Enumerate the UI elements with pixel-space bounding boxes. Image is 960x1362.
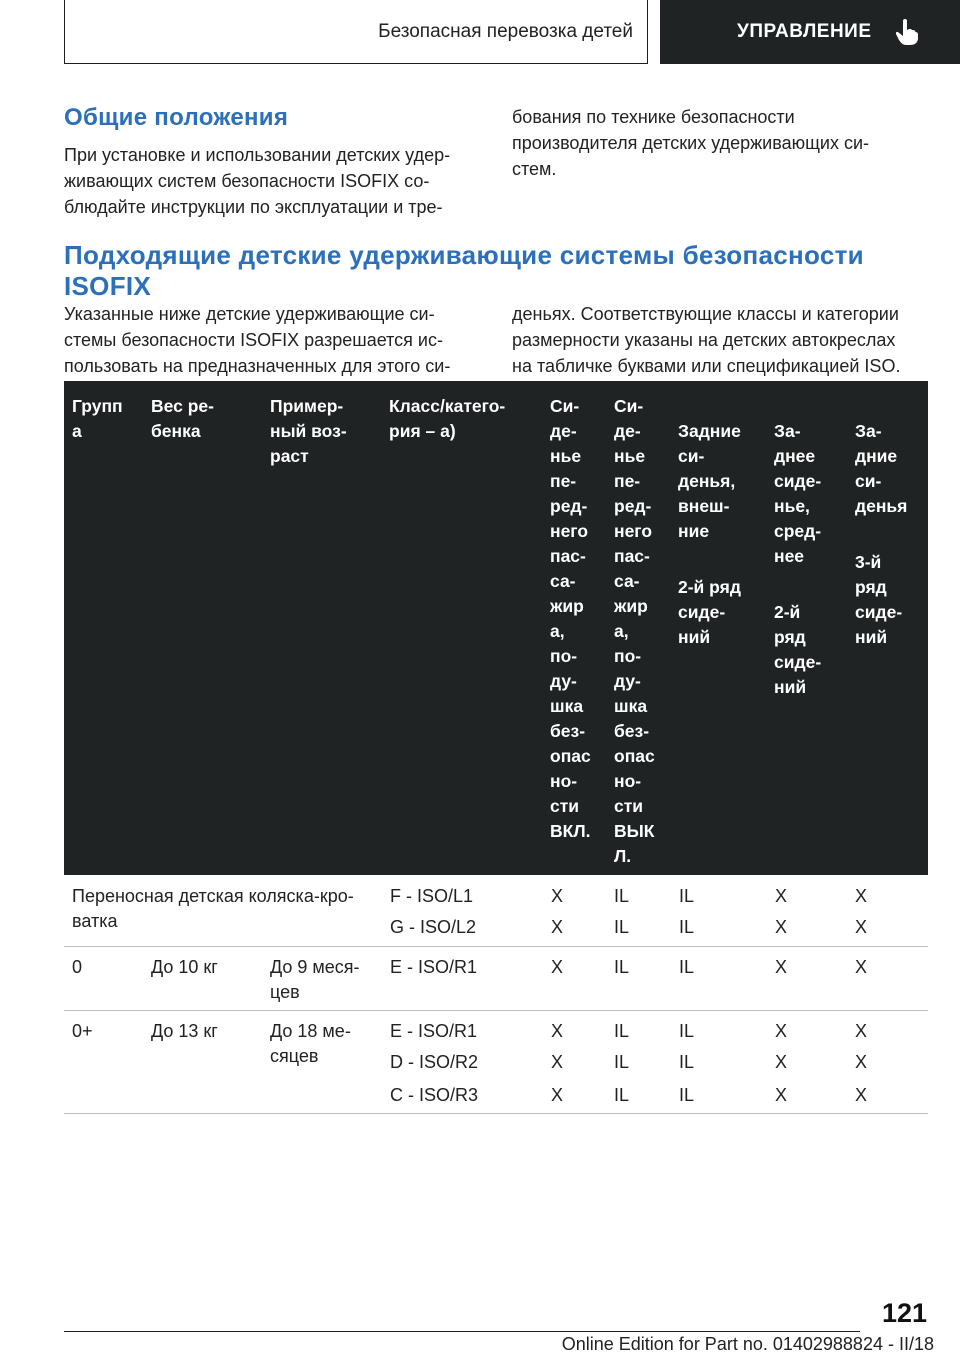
row1-group: 0 bbox=[72, 957, 83, 977]
header-section-label: Безопасная перевозка детей bbox=[378, 20, 633, 42]
header-chapter-label: УПРАВЛЕНИЕ bbox=[737, 21, 872, 42]
row1-c7-1: IL bbox=[679, 957, 695, 977]
th-rear-middle-sub: 2-й ряд сиде- ний bbox=[774, 602, 822, 697]
row0-class-2: G - ISO/L2 bbox=[390, 917, 477, 937]
th-weight: Вес ре- бенка bbox=[151, 396, 214, 441]
row1-c6-1: IL bbox=[614, 957, 630, 977]
page-number: 121 bbox=[882, 1298, 928, 1328]
row1-c5-1: X bbox=[551, 957, 564, 977]
row0-group: Переносная детская коляска-кро- ватка bbox=[72, 886, 354, 931]
general-text-col2: бования по технике безопасности производителя детских удерживающих си- стем. bbox=[512, 107, 870, 179]
th-class: Класс/катего- рия – a) bbox=[389, 396, 506, 441]
row2-c7-1: IL bbox=[679, 1021, 695, 1041]
row0-c6-2: IL bbox=[614, 917, 630, 937]
row2-c6-2: IL bbox=[614, 1052, 630, 1072]
row1-weight: До 10 кг bbox=[151, 957, 218, 977]
row0-c9-2: X bbox=[855, 917, 868, 937]
row2-class-3: C - ISO/R3 bbox=[390, 1085, 479, 1105]
row0-c5-1: X bbox=[551, 886, 564, 906]
row0-c8-1: X bbox=[775, 886, 788, 906]
row2-c5-2: X bbox=[551, 1052, 564, 1072]
row2-c6-1: IL bbox=[614, 1021, 630, 1041]
th-front-passenger-airbag-on: Си- де- нье пе- ред- него пас- са- жир а, по- ду- шка без- опас но- сти ВКЛ. bbox=[550, 396, 591, 841]
row2-c9-3: X bbox=[855, 1085, 868, 1105]
suitable-title: Подходящие детские удерживающие системы безопасности ISOFIX bbox=[64, 240, 864, 301]
footer-divider bbox=[64, 1331, 860, 1332]
row2-c8-2: X bbox=[775, 1052, 788, 1072]
row2-class-1: E - ISO/R1 bbox=[390, 1021, 478, 1041]
th-rear-middle-label: За- днее сиде- нье, сред- нее bbox=[774, 421, 822, 566]
th-rear-middle bbox=[774, 394, 821, 725]
row0-c6-1: IL bbox=[614, 886, 630, 906]
row1-c8-1: X bbox=[775, 957, 788, 977]
row2-c6-3: IL bbox=[614, 1085, 630, 1105]
row0-class-1: F - ISO/L1 bbox=[390, 886, 474, 906]
row1-c9-1: X bbox=[855, 957, 868, 977]
row2-c8-1: X bbox=[775, 1021, 788, 1041]
th-rear-third-label: За- дние си- денья bbox=[855, 421, 908, 516]
th-age: Пример- ный воз- раст bbox=[270, 396, 347, 466]
row1-age: До 9 меся- цев bbox=[270, 957, 360, 1002]
th-front-passenger-airbag-off: Си- де- нье пе- ред- него пас- са- жир а, по- ду- шка без- опас но- сти ВЫК Л. bbox=[614, 396, 655, 866]
row2-age: До 18 ме- сяцев bbox=[270, 1021, 351, 1066]
suitable-text-col1: Указанные ниже детские удерживающие си- стемы безопасности ISOFIX разрешается ис- пользовать на предназначенных для этого си- bbox=[64, 304, 451, 376]
th-rear-third-sub: 3-й ряд сиде- ний bbox=[855, 552, 903, 647]
row0-c9-1: X bbox=[855, 886, 868, 906]
hand-pointer-icon bbox=[894, 18, 920, 46]
row0-c7-1: IL bbox=[679, 886, 695, 906]
suitable-text-col2: деньях. Соответствующие классы и категории размерности указаны на детских автокреслах на табличке буквами или спецификацией ISO. bbox=[512, 304, 901, 376]
row2-c5-3: X bbox=[551, 1085, 564, 1105]
header-section-title bbox=[64, 0, 648, 64]
row2-c7-3: IL bbox=[679, 1085, 695, 1105]
th-rear-outer-label: Задние си- денья, внеш- ние bbox=[678, 421, 741, 541]
th-rear-outer-sub: 2-й ряд сиде- ний bbox=[678, 577, 741, 647]
th-rear-third bbox=[855, 394, 907, 675]
table-header bbox=[64, 381, 928, 875]
table-row-divider bbox=[64, 1113, 928, 1114]
row2-c5-1: X bbox=[551, 1021, 564, 1041]
row2-class-2: D - ISO/R2 bbox=[390, 1052, 479, 1072]
row2-c7-2: IL bbox=[679, 1052, 695, 1072]
row2-group: 0+ bbox=[72, 1021, 93, 1041]
row0-c5-2: X bbox=[551, 917, 564, 937]
th-rear-outer bbox=[678, 394, 741, 675]
row0-c7-2: IL bbox=[679, 917, 695, 937]
row1-class-1: E - ISO/R1 bbox=[390, 957, 478, 977]
footer-edition[interactable]: Online Edition for Part no. 01402988824 - II/18 bbox=[561, 1334, 934, 1354]
general-title: Общие положения bbox=[64, 104, 289, 131]
row0-c8-2: X bbox=[775, 917, 788, 937]
th-group: Групп а bbox=[72, 396, 123, 441]
table-row-divider bbox=[64, 1010, 928, 1011]
header-chapter-tab[interactable] bbox=[660, 0, 960, 64]
row2-weight: До 13 кг bbox=[151, 1021, 218, 1041]
general-text-col1: При установке и использовании детских удер- живающих систем безопасности ISOFIX со- блюдайте инструкции по эксплуатации и тре- bbox=[64, 145, 451, 217]
row2-c9-1: X bbox=[855, 1021, 868, 1041]
table-row-divider bbox=[64, 946, 928, 947]
row2-c9-2: X bbox=[855, 1052, 868, 1072]
row2-c8-3: X bbox=[775, 1085, 788, 1105]
